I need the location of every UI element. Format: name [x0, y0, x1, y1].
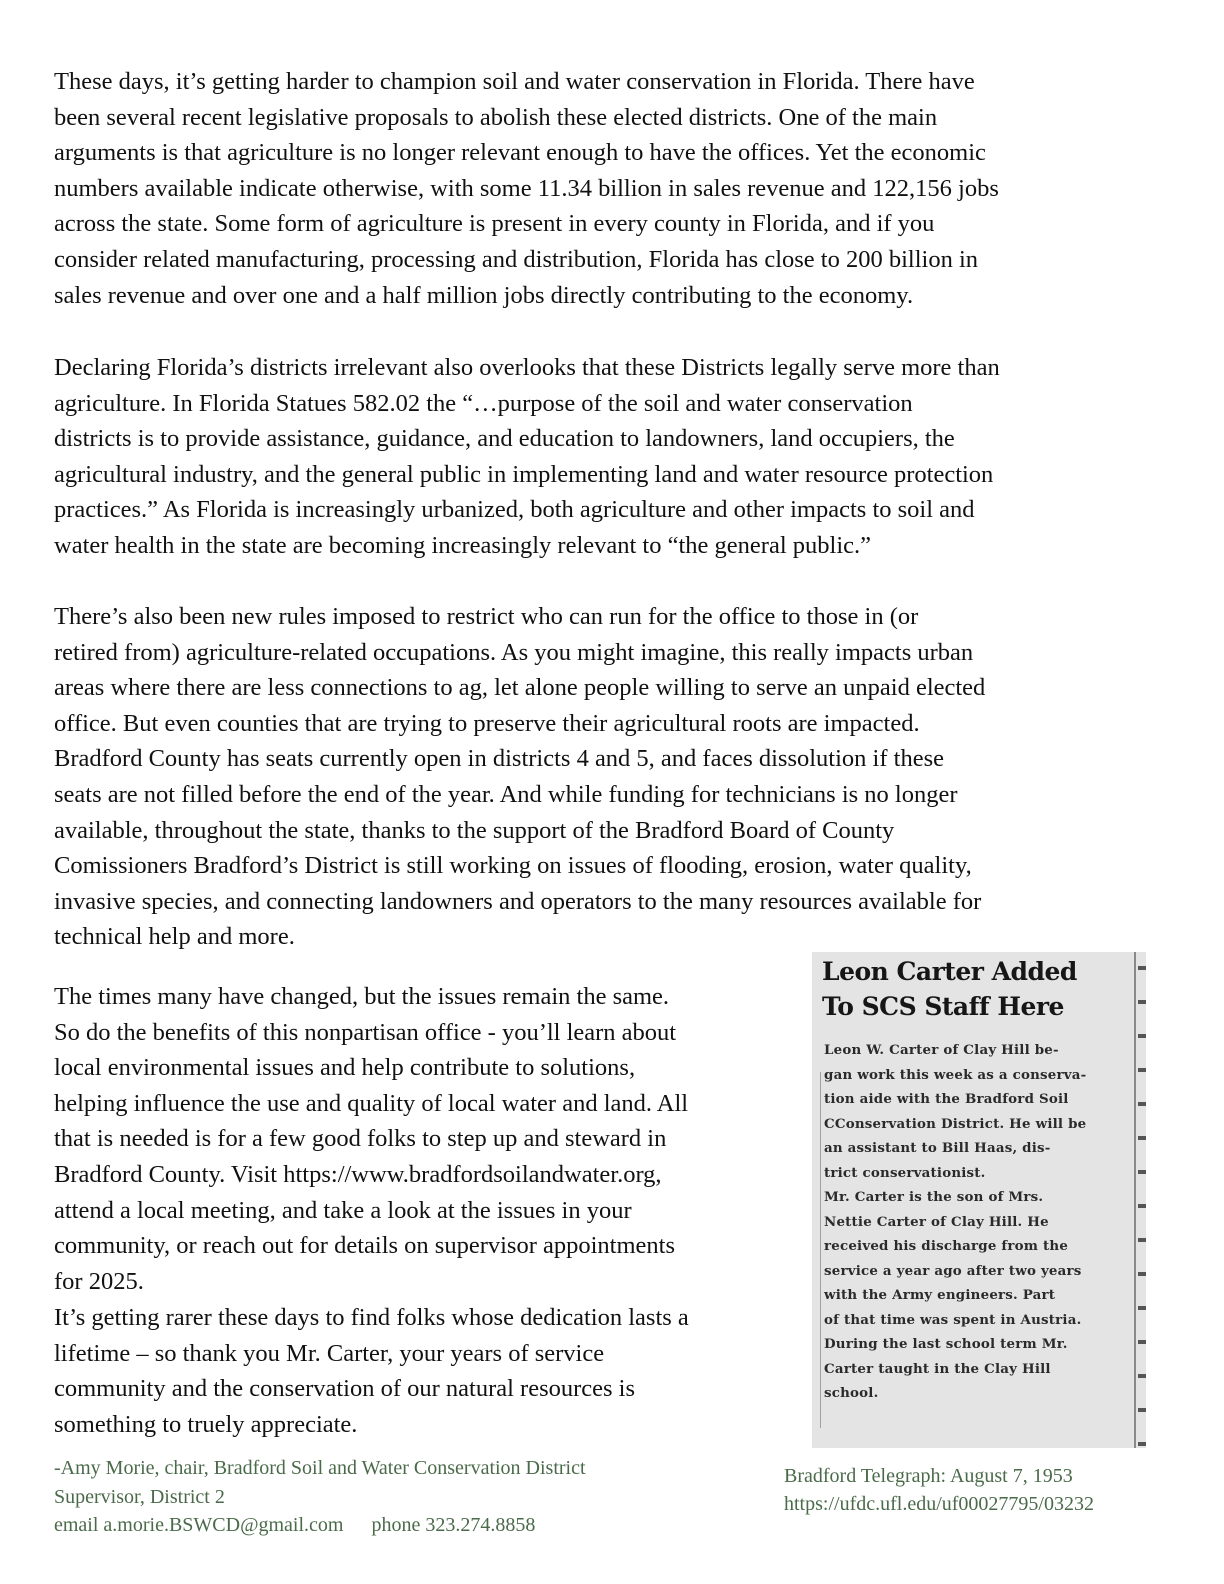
signature-line-2: Supervisor, District 2	[54, 1485, 225, 1508]
clipping-edge	[1138, 952, 1146, 1448]
signature-line-1: -Amy Morie, chair, Bradford Soil and Water Conservation District	[54, 1457, 586, 1479]
paragraph-4: The times many have changed, but the issues remain the same. So do the benefits of this nonpartisan office - you’ll learn about local environmental issues and help contribute to solutions, helping influence the use and quality of local water and land. All that is needed is for a few good folks to step up and steward in Bradford County. Visit https://www.bradfordsoilandwater.org, attend a local meeting, and take a look at the issues in your community, or reach out for details on supervisor appointments for 2025.	[54, 983, 689, 1295]
clipping-right-rule	[1134, 952, 1136, 1448]
clipping-headline: Leon Carter Added To SCS Staff Here	[822, 957, 1077, 1021]
paragraph-1: These days, it’s getting harder to champion soil and water conservation in Florida. There have been several recent legislative proposals to abolish these elected districts. One of the main arguments is that agriculture is no longer relevant enough to have the offices. Yet the economic numbers available indicate otherwise, with some 11.34 billion in sales revenue and 122,156 jobs across the state. Some form of agriculture is present in every county in Florida, and if you consider related manufacturing, processing and distribution, Florida has close to 200 billion in sales revenue and over one and a half million jobs directly contributing to the economy.	[54, 68, 999, 309]
signature-phone: phone 323.274.8858	[371, 1514, 536, 1536]
paragraph-5: It’s getting rarer these days to find folks whose dedication lasts a lifetime – so thank you Mr. Carter, your years of service community and the conservation of our natural resources is something to truely appreciate.	[54, 1304, 689, 1438]
paragraph-2: Declaring Florida’s districts irrelevant also overlooks that these Districts legally serve more than agriculture. In Florida Statues 582.02 the “…purpose of the soil and water conservation districts is to provide assistance, guidance, and education to landowners, land occupiers, the agricultural industry, and the general public in implementing land and water resource protection practices.” As Florida is increasingly urbanized, both agriculture and other impacts to soil and water health in the state are becoming increasingly relevant to “the general public.”	[54, 354, 1000, 559]
clipping-body: Leon W. Carter of Clay Hill be- gan work this week as a conserva- tion aide with the Bradford Soil CConservation District. He will be an assistant to Bill Haas, dis- trict conservationist. Mr. Carter is the son of Mrs. Nettie Carter of Clay Hill. He received his discharge from the service a year ago after two years with the Army engineers. Part of that time was spent in Austria. During the last school term Mr. Carter taught in the Clay Hill school.	[824, 1042, 1087, 1401]
caption-url: https://ufdc.ufl.edu/uf00027795/03232	[784, 1493, 1094, 1515]
signature-block	[54, 1454, 586, 1540]
clipping-caption	[784, 1462, 1094, 1518]
signature-contact	[54, 1511, 586, 1540]
newspaper-clipping	[812, 952, 1146, 1448]
clipping-column-rule	[820, 1072, 821, 1428]
paragraph-3: There’s also been new rules imposed to restrict who can run for the office to those in (or retired from) agriculture-related occupations. As you might imagine, this really impacts urban areas where there are less connections to ag, let alone people willing to serve an unpaid elected office. But even counties that are trying to preserve their agricultural roots are impacted. Bradford County has seats currently open in districts 4 and 5, and faces dissolution if these seats are not filled before the end of the year. And while funding for technicians is no longer available, throughout the state, thanks to the support of the Bradford Board of County Comissioners Bradford’s District is still working on issues of flooding, erosion, water quality, invasive species, and connecting landowners and operators to the many resources available for technical help and more.	[54, 603, 986, 951]
caption-source: Bradford Telegraph: August 7, 1953	[784, 1465, 1073, 1487]
signature-email: email a.morie.BSWCD@gmail.com	[54, 1514, 344, 1536]
